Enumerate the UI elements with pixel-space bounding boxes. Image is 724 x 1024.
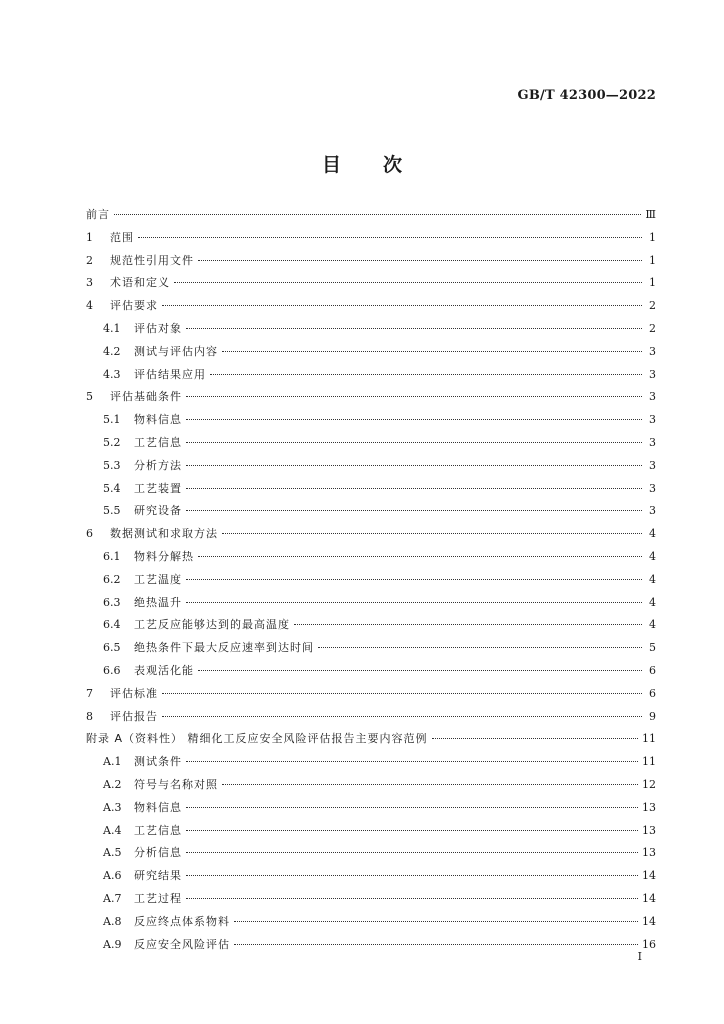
toc-dot-leader — [186, 328, 642, 329]
toc-entry-page: 3 — [649, 367, 656, 381]
toc-entry-title: 评估要求 — [110, 299, 158, 313]
toc-dot-leader — [234, 921, 638, 922]
toc-dot-leader — [198, 260, 642, 261]
toc-entry-title: 前言 — [86, 208, 110, 221]
toc-entry-title: 符号与名称对照 — [134, 777, 218, 791]
toc-entry-page: 16 — [642, 937, 656, 951]
toc-entry-title: 表观活化能 — [134, 663, 194, 677]
toc-entry[interactable] — [86, 297, 656, 320]
toc-entry-number: A.6 — [103, 869, 122, 883]
toc-entry-number: 7 — [86, 686, 93, 700]
toc-dot-leader — [294, 624, 642, 625]
toc-entry-title: 物料分解热 — [134, 549, 194, 563]
toc-entry-number: 4.3 — [103, 367, 121, 381]
toc-dot-leader — [198, 670, 642, 671]
toc-entry[interactable] — [86, 525, 656, 548]
toc-entry[interactable] — [86, 890, 656, 913]
toc-entry[interactable] — [86, 913, 656, 936]
toc-entry[interactable] — [86, 708, 656, 731]
toc-dot-leader — [186, 488, 642, 489]
toc-entry-number: 6.3 — [103, 595, 121, 609]
standard-code: GB/T 42300—2022 — [517, 88, 656, 103]
toc-entry-number: 6.4 — [103, 618, 121, 632]
toc-entry-title: 评估结果应用 — [134, 367, 206, 381]
toc-entry[interactable] — [86, 206, 656, 229]
toc-entry-number: 5.3 — [103, 458, 121, 472]
toc-entry-page: 3 — [649, 504, 656, 518]
toc-entry[interactable] — [86, 252, 656, 275]
toc-entry-page: 3 — [649, 344, 656, 358]
toc-entry[interactable] — [86, 434, 656, 457]
toc-entry-title: 反应安全风险评估 — [134, 937, 230, 951]
toc-dot-leader — [186, 830, 638, 831]
toc-entry-page: 13 — [642, 800, 656, 814]
toc-dot-leader — [318, 647, 642, 648]
toc-entry-number: 6.2 — [103, 572, 121, 586]
toc-entry[interactable] — [86, 799, 656, 822]
toc-entry-page: 14 — [642, 891, 656, 905]
toc-entry-number: 8 — [86, 709, 93, 723]
toc-dot-leader — [222, 351, 642, 352]
toc-entry-number: A.3 — [103, 800, 122, 814]
toc-dot-leader — [186, 579, 642, 580]
toc-entry-number: A.5 — [103, 846, 122, 860]
toc-dot-leader — [222, 784, 638, 785]
toc-entry-number: 3 — [86, 276, 93, 290]
toc-entry-number: 6.6 — [103, 663, 121, 677]
toc-entry[interactable] — [86, 936, 656, 959]
toc-entry-page: 5 — [649, 641, 656, 655]
toc-entry-page: 11 — [642, 755, 656, 769]
toc-entry[interactable] — [86, 776, 656, 799]
toc-entry-page: 11 — [642, 732, 656, 746]
toc-entry-number: 5.5 — [103, 504, 121, 518]
toc-entry-title: 工艺温度 — [134, 572, 182, 586]
toc-entry-page: 3 — [649, 413, 656, 427]
toc-entry[interactable] — [86, 457, 656, 480]
toc-entry-number: A.4 — [103, 823, 122, 837]
toc-entry[interactable] — [86, 662, 656, 685]
toc-entry-page: 3 — [649, 435, 656, 449]
toc-entry-number: A.2 — [103, 777, 122, 791]
toc-entry-title: 反应终点体系物料 — [134, 914, 230, 928]
toc-entry-title: 物料信息 — [134, 800, 182, 814]
toc-entry-page: 3 — [649, 390, 656, 404]
toc-entry-page: 1 — [649, 276, 656, 290]
toc-entry-number: A.8 — [103, 914, 122, 928]
toc-entry[interactable] — [86, 320, 656, 343]
toc-entry[interactable] — [86, 822, 656, 845]
toc-entry-page: 4 — [649, 572, 656, 586]
toc-entry-title: 工艺装置 — [134, 481, 182, 495]
toc-entry-page: 4 — [649, 618, 656, 632]
toc-entry-page: 14 — [642, 914, 656, 928]
toc-entry-page: 6 — [649, 686, 656, 700]
toc-entry-number: 4.1 — [103, 321, 121, 335]
toc-entry[interactable] — [86, 594, 656, 617]
toc-entry-title: 范围 — [110, 230, 134, 244]
toc-dot-leader — [210, 374, 642, 375]
table-of-contents — [86, 206, 656, 958]
toc-entry-page: 2 — [649, 299, 656, 313]
toc-entry[interactable] — [86, 867, 656, 890]
toc-entry-number: 5 — [86, 390, 93, 404]
toc-dot-leader — [186, 875, 638, 876]
toc-entry-page: 1 — [649, 253, 656, 267]
toc-entry-number: 2 — [86, 253, 93, 267]
toc-entry-page: 3 — [649, 481, 656, 495]
toc-entry[interactable] — [86, 480, 656, 503]
toc-entry-title: 评估对象 — [134, 321, 182, 335]
toc-entry-title: 工艺信息 — [134, 823, 182, 837]
toc-dot-leader — [186, 442, 642, 443]
toc-entry-title: 分析方法 — [134, 458, 182, 472]
toc-entry-title: 测试条件 — [134, 755, 182, 769]
toc-dot-leader — [174, 282, 642, 283]
toc-dot-leader — [162, 716, 642, 717]
page-number: I — [637, 950, 642, 963]
toc-entry-page: 3 — [649, 458, 656, 472]
toc-dot-leader — [162, 305, 642, 306]
toc-dot-leader — [198, 556, 642, 557]
toc-dot-leader — [186, 602, 642, 603]
toc-entry[interactable] — [86, 343, 656, 366]
toc-entry-title: 工艺反应能够达到的最高温度 — [134, 618, 290, 632]
toc-entry-title: 分析信息 — [134, 846, 182, 860]
toc-dot-leader — [162, 693, 642, 694]
toc-entry[interactable] — [86, 730, 656, 753]
toc-entry[interactable] — [86, 685, 656, 708]
toc-dot-leader — [186, 465, 642, 466]
toc-entry[interactable] — [86, 502, 656, 525]
toc-dot-leader — [114, 214, 641, 215]
toc-entry-title: 测试与评估内容 — [134, 344, 218, 358]
page-title: 目次 — [321, 154, 444, 176]
toc-dot-leader — [186, 761, 638, 762]
toc-dot-leader — [186, 396, 642, 397]
toc-entry-number: 5.1 — [103, 413, 121, 427]
toc-entry-number: A.1 — [103, 755, 122, 769]
toc-entry-page: 13 — [642, 823, 656, 837]
toc-entry[interactable] — [86, 639, 656, 662]
toc-entry[interactable] — [86, 388, 656, 411]
toc-entry-title: 评估基础条件 — [110, 390, 182, 404]
toc-entry[interactable] — [86, 366, 656, 389]
toc-dot-leader — [186, 419, 642, 420]
toc-entry-page: 4 — [649, 549, 656, 563]
toc-entry-number: A.9 — [103, 937, 122, 951]
toc-entry-title: 数据测试和求取方法 — [110, 527, 218, 541]
toc-entry-page: 13 — [642, 846, 656, 860]
toc-entry-title: 术语和定义 — [110, 276, 170, 290]
toc-entry-title: 绝热温升 — [134, 595, 182, 609]
toc-entry-number: 6.5 — [103, 641, 121, 655]
toc-entry[interactable] — [86, 753, 656, 776]
toc-dot-leader — [186, 807, 638, 808]
toc-entry-title: 规范性引用文件 — [110, 253, 194, 267]
toc-entry-page: 12 — [642, 777, 656, 791]
toc-entry-title: 研究结果 — [134, 869, 182, 883]
toc-entry-page: 6 — [649, 663, 656, 677]
toc-entry[interactable] — [86, 571, 656, 594]
toc-entry[interactable] — [86, 844, 656, 867]
toc-entry-number: A.7 — [103, 891, 122, 905]
toc-entry-title: 评估标准 — [110, 686, 158, 700]
toc-entry[interactable] — [86, 616, 656, 639]
toc-dot-leader — [222, 533, 642, 534]
toc-entry-number: 4 — [86, 299, 93, 313]
toc-entry-number: 5.2 — [103, 435, 121, 449]
toc-dot-leader — [138, 237, 642, 238]
toc-entry-number: 4.2 — [103, 344, 121, 358]
toc-entry-title: 工艺信息 — [134, 435, 182, 449]
toc-entry-page: Ⅲ — [645, 208, 656, 221]
toc-entry-title: 附录 A（资料性） 精细化工反应安全风险评估报告主要内容范例 — [86, 732, 428, 746]
toc-dot-leader — [234, 944, 638, 945]
toc-entry-page: 14 — [642, 869, 656, 883]
toc-entry-page: 1 — [649, 230, 656, 244]
toc-dot-leader — [186, 898, 638, 899]
toc-dot-leader — [186, 852, 638, 853]
toc-entry-title: 工艺过程 — [134, 891, 182, 905]
toc-entry[interactable] — [86, 411, 656, 434]
toc-entry-title: 绝热条件下最大反应速率到达时间 — [134, 641, 314, 655]
toc-entry-page: 4 — [649, 595, 656, 609]
toc-entry-page: 9 — [649, 709, 656, 723]
toc-entry-number: 6.1 — [103, 549, 121, 563]
toc-entry-number: 6 — [86, 527, 93, 541]
toc-dot-leader — [432, 738, 638, 739]
toc-entry-page: 2 — [649, 321, 656, 335]
toc-entry-title: 评估报告 — [110, 709, 158, 723]
toc-entry-number: 5.4 — [103, 481, 121, 495]
toc-dot-leader — [186, 510, 642, 511]
toc-entry[interactable] — [86, 274, 656, 297]
toc-entry[interactable] — [86, 548, 656, 571]
toc-entry[interactable] — [86, 229, 656, 252]
toc-entry-title: 研究设备 — [134, 504, 182, 518]
toc-entry-page: 4 — [649, 527, 656, 541]
toc-entry-title: 物料信息 — [134, 413, 182, 427]
toc-entry-number: 1 — [86, 230, 93, 244]
